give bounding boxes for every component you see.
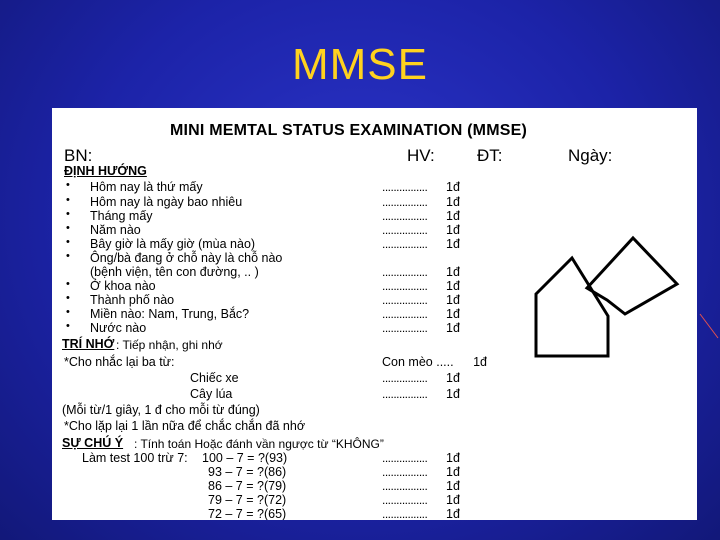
calc-dots: ................ <box>382 479 428 493</box>
calc-row <box>208 493 608 507</box>
item-points: 1đ <box>446 237 460 251</box>
item-dots: ................ <box>382 209 428 223</box>
calc-row <box>208 507 608 520</box>
item-dots: ................ <box>382 307 428 321</box>
memory-heading-note: : Tiếp nhận, ghi nhớ <box>116 338 223 352</box>
calc-points: 1đ <box>446 493 460 507</box>
header-dt: ĐT: <box>477 146 503 165</box>
word-text: Chiếc xe <box>190 371 239 385</box>
word-points: 1đ <box>473 355 487 369</box>
item-text: (bệnh viện, tên con đường, .. ) <box>90 265 259 279</box>
calc-row <box>202 451 602 465</box>
item-text: Hôm nay là ngày bao nhiêu <box>90 195 243 209</box>
word-dots: ................ <box>382 387 428 401</box>
bullet-icon: • <box>66 194 70 206</box>
calc-points: 1đ <box>446 465 460 479</box>
orientation-heading: ĐỊNH HƯỚNG <box>64 164 147 178</box>
item-points: 1đ <box>446 307 460 321</box>
item-points: 1đ <box>446 293 460 307</box>
item-dots: ................ <box>382 180 428 194</box>
mmse-document <box>52 108 697 520</box>
memory-heading: TRÍ NHỚ <box>62 337 115 351</box>
memory-instruction: *Cho nhắc lại ba từ: <box>64 355 175 369</box>
item-text: Năm nào <box>90 223 141 237</box>
calc-dots: ................ <box>382 507 428 520</box>
bullet-icon: • <box>66 222 70 234</box>
word-dots: ................ <box>382 371 428 385</box>
item-points: 1đ <box>446 321 460 335</box>
word-dots: ..... <box>436 355 454 369</box>
item-dots: ................ <box>382 265 428 279</box>
header-ngay: Ngày: <box>568 146 613 165</box>
item-text: Ông/bà đang ở chỗ này là chỗ nào <box>90 251 283 265</box>
calc-points: 1đ <box>446 451 460 465</box>
calc-text: 72 – 7 = ?(65) <box>208 507 287 520</box>
header-bn: BN: <box>64 146 93 165</box>
word-points: 1đ <box>446 371 460 385</box>
decorative-line <box>698 312 720 352</box>
calc-points: 1đ <box>446 479 460 493</box>
item-points: 1đ <box>446 180 460 194</box>
item-points: 1đ <box>446 209 460 223</box>
calc-dots: ................ <box>382 493 428 507</box>
calc-points: 1đ <box>446 507 460 520</box>
memory-word <box>382 355 487 369</box>
item-points: 1đ <box>446 265 460 279</box>
slide-title: MMSE <box>292 40 428 89</box>
bullet-icon: • <box>66 179 70 191</box>
item-dots: ................ <box>382 195 428 209</box>
bullet-icon: • <box>66 306 70 318</box>
memory-note-2: *Cho lặp lại 1 lần nữa để chắc chắn đã nhớ <box>64 419 306 433</box>
calc-text: 86 – 7 = ?(79) <box>208 479 287 493</box>
calc-dots: ................ <box>382 451 428 465</box>
bullet-icon: • <box>66 208 70 220</box>
memory-word <box>190 371 590 385</box>
item-text: Hôm nay là thứ mấy <box>90 180 203 194</box>
item-dots: ................ <box>382 223 428 237</box>
calc-dots: ................ <box>382 465 428 479</box>
word-points: 1đ <box>446 387 460 401</box>
bullet-icon: • <box>66 320 70 332</box>
memory-word <box>190 387 590 401</box>
attention-heading-note: : Tính toán Hoặc đánh vần ngược từ “KHÔNG” <box>134 437 384 451</box>
calc-text: 79 – 7 = ?(72) <box>208 493 287 507</box>
bullet-icon: • <box>66 278 70 290</box>
bullet-icon: • <box>66 292 70 304</box>
intersecting-pentagons-icon <box>527 218 697 368</box>
bullet-icon: • <box>66 236 70 248</box>
item-dots: ................ <box>382 237 428 251</box>
item-text: Bây giờ là mấy giờ (mùa nào) <box>90 237 256 251</box>
calc-text: 100 – 7 = ?(93) <box>202 451 288 465</box>
item-text: Nước nào <box>90 321 147 335</box>
item-text: Ở khoa nào <box>90 279 156 293</box>
item-points: 1đ <box>446 279 460 293</box>
calc-row <box>208 479 608 493</box>
calc-row <box>208 465 608 479</box>
item-text: Thành phố nào <box>90 293 175 307</box>
item-points: 1đ <box>446 195 460 209</box>
document-title: MINI MEMTAL STATUS EXAMINATION (MMSE) <box>170 122 528 139</box>
item-dots: ................ <box>382 321 428 335</box>
header-hv: HV: <box>407 146 435 165</box>
item-text: Tháng mấy <box>90 209 153 223</box>
item-dots: ................ <box>382 293 428 307</box>
calc-text: 93 – 7 = ?(86) <box>208 465 287 479</box>
item-dots: ................ <box>382 279 428 293</box>
word-text: Con mèo <box>382 355 433 369</box>
item-text: Miền nào: Nam, Trung, Bắc? <box>90 307 250 321</box>
attention-heading: SỰ CHÚ Ý <box>62 436 124 450</box>
item-points: 1đ <box>446 223 460 237</box>
bullet-icon: • <box>66 250 70 262</box>
attention-intro: Làm test 100 trừ 7: <box>82 451 188 465</box>
word-text: Cây lúa <box>190 387 233 401</box>
memory-note-1: (Mỗi từ/1 giây, 1 đ cho mỗi từ đúng) <box>62 403 260 417</box>
